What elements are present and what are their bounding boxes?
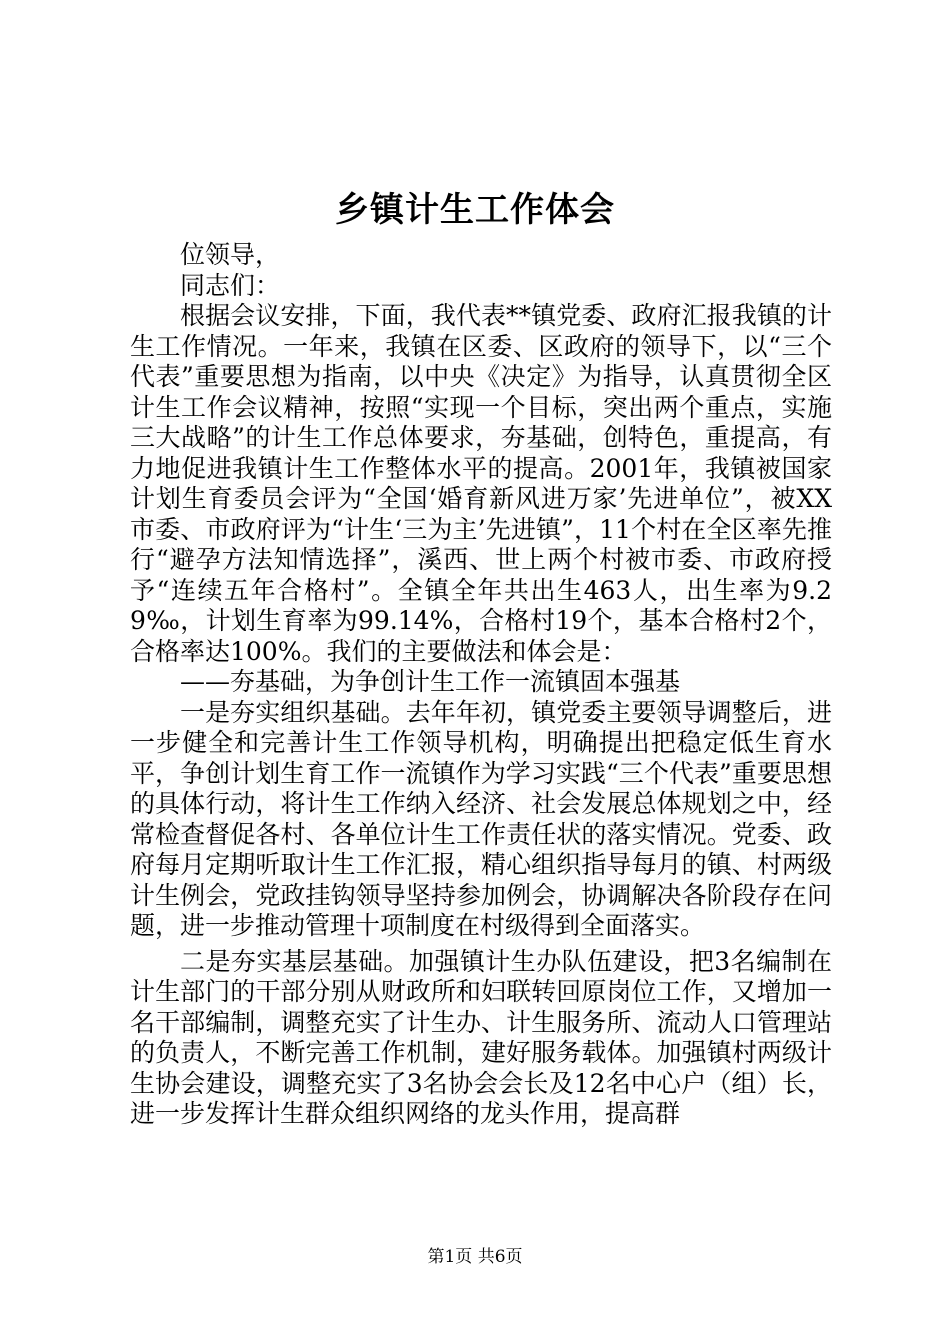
section-heading: ——夯基础，为争创计生工作一流镇固本强基: [180, 667, 681, 696]
page-number: 第1页: [427, 1247, 473, 1267]
body-paragraph: 根据会议安排，下面，我代表**镇党委、政府汇报我镇的计生工作情况。一年来，我镇在区委、区政府的领导下，以“三个代表”重要思想为指南，以中央《决定》为指导，认真贯彻全区计生工作会议精神，按照“实现一个目标，突出两个重点，实施三大战略”的计生工作总体要求，夯基础，创特色，重提高，有力地促进我镇计生工作整体水平的提高。2001年，我镇被国家计划生育委员会评为“全国‘婚育新风进万家’先进单位”，被XX市委、市政府评为“计生‘三为主’先进镇”，11个村在全区率先推行“避孕方法知情选择”，溪西、世上两个村被市委、市政府授予“连续五年合格村”。全镇全年共出生463人，出生率为9.29‰，计划生育率为99.14%，合格村19个，基本合格村2个，合格率达100%。我们的主要做法和体会是：: [130, 301, 832, 666]
document-body: [130, 240, 832, 1130]
greeting-line: 同志们：: [180, 270, 281, 300]
body-paragraph: 一是夯实组织基础。去年年初，镇党委主要领导调整后，进一步健全和完善计生工作领导机构，明确提出把稳定低生育水平，争创计划生育工作一流镇作为学习实践“三个代表”重要思想的具体行动，将计生工作纳入经济、社会发展总体规划之中，经常检查督促各村、各单位计生工作责任状的落实情况。党委、政府每月定期听取计生工作汇报，精心组织指导每月的镇、村两级计生例会，党政挂钩领导坚持参加例会，协调解决各阶段存在问题，进一步推动管理十项制度在村级得到全面落实。: [130, 697, 832, 940]
greeting-line: 位领导，: [180, 240, 281, 269]
body-paragraph: 二是夯实基层基础。加强镇计生办队伍建设，把3名编制在计生部门的干部分别从财政所和妇联转回原岗位工作，又增加一名干部编制，调整充实了计生办、计生服务所、流动人口管理站的负责人，不断完善工作机制，建好服务载体。加强镇村两级计生协会建设，调整充实了3名协会会长及12名中心户（组）长，进一步发挥计生群众组织网络的龙头作用，提高群: [130, 946, 832, 1128]
page-total: 共6页: [477, 1247, 523, 1267]
page-footer: [0, 1245, 950, 1269]
document-title: 乡镇计生工作体会: [335, 190, 615, 230]
